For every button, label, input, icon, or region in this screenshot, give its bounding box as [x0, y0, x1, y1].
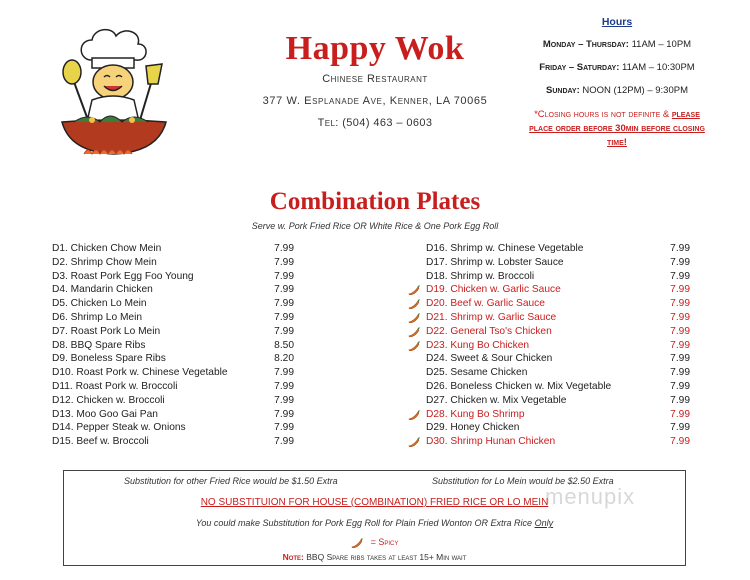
chili-pepper-icon [351, 538, 363, 548]
note [63, 552, 686, 562]
menu-item [52, 270, 302, 284]
note-text: BBQ Spare ribs takes at least 15+ Min wait [303, 552, 467, 562]
menu-item-name: D15. Beef w. Broccoli [52, 436, 149, 448]
menu-column-left [52, 242, 302, 449]
menu-item [400, 366, 690, 380]
menu-item [52, 435, 302, 449]
menu-item [52, 242, 302, 256]
menu-item-price: 7.99 [274, 311, 294, 323]
chili-pepper-icon [408, 313, 420, 323]
hours-note [522, 108, 712, 150]
hours-days: Monday – Thursday: [542, 39, 629, 50]
menu-item-name: D20. Beef w. Garlic Sauce [426, 298, 545, 310]
menu-item-price: 7.99 [274, 408, 294, 420]
substitution-lo-mein: Substitution for Lo Mein would be $2.50 Extra [432, 476, 614, 486]
menu-item [400, 242, 690, 256]
chili-pepper-icon [408, 299, 420, 309]
menu-item [400, 421, 690, 435]
menu-item-name: D2. Shrimp Chow Mein [52, 256, 157, 268]
menu-item [52, 421, 302, 435]
menu-item-price: 7.99 [670, 436, 690, 448]
menu-item-price: 7.99 [670, 408, 690, 420]
section-title: Combination Plates [269, 188, 481, 215]
menu-item-name: D4. Mandarin Chicken [52, 284, 153, 296]
menu-item-name: D13. Moo Goo Gai Pan [52, 408, 158, 420]
menu-item-price: 7.99 [274, 394, 294, 406]
menu-item-name: D8. BBQ Spare Ribs [52, 339, 146, 351]
chili-pepper-icon [408, 341, 420, 351]
menu-item-name: D11. Roast Pork w. Broccoli [52, 380, 178, 392]
menu-item [52, 408, 302, 422]
menu-item-price: 7.99 [274, 298, 294, 310]
menu-item-name: D26. Boneless Chicken w. Mix Vegetable [426, 380, 612, 392]
hours-note-emphasis: please place order before 30min before closing time! [529, 109, 705, 148]
menu-item [400, 270, 690, 284]
menu-item-name: D28. Kung Bo Shrimp [426, 408, 525, 420]
menu-item-name: D18. Shrimp w. Broccoli [426, 270, 535, 282]
menu-item-name: D25. Sesame Chicken [426, 367, 528, 379]
hours-time: 11AM – 10PM [631, 39, 692, 50]
menu-item-name: D21. Shrimp w. Garlic Sauce [426, 311, 557, 323]
chili-pepper-icon [408, 410, 420, 420]
menu-item [52, 394, 302, 408]
substitution-option-text: You could make Substitution for Pork Egg Roll for Plain Fried Wonton OR Extra Rice [195, 518, 535, 528]
menu-item-price: 7.99 [670, 243, 690, 254]
menu-item-price: 7.99 [670, 270, 690, 282]
menu-item-name: D1. Chicken Chow Mein [52, 243, 162, 254]
menu-item-price: 7.99 [274, 284, 294, 296]
menu-item-price: 8.20 [274, 353, 294, 365]
menu-item-price: 7.99 [670, 353, 690, 365]
menu-item [400, 394, 690, 408]
menu-item [52, 352, 302, 366]
menu-item-price: 7.99 [670, 298, 690, 310]
substitution-fried-rice: Substitution for other Fried Rice would be $1.50 Extra [124, 476, 338, 486]
menu-item-name: D6. Shrimp Lo Mein [52, 311, 143, 323]
substitution-option [63, 518, 686, 528]
menu-item [400, 297, 690, 311]
menu-item-name: D12. Chicken w. Broccoli [52, 394, 165, 406]
menu-item-price: 7.99 [274, 436, 294, 448]
menu-item-price: 7.99 [670, 325, 690, 337]
menu-item [400, 408, 690, 422]
spicy-legend [63, 537, 686, 548]
menu-item-name: D30. Shrimp Hunan Chicken [426, 436, 556, 448]
menu-item-name: D16. Shrimp w. Chinese Vegetable [426, 243, 584, 254]
menu-item-name: D17. Shrimp w. Lobster Sauce [426, 256, 564, 268]
menu-item-name: D22. General Tso's Chicken [426, 325, 552, 337]
menu-item-name: D23. Kung Bo Chicken [426, 339, 530, 351]
menu-item-name: D3. Roast Pork Egg Foo Young [52, 270, 194, 282]
menu-item [52, 283, 302, 297]
menu-item [400, 352, 690, 366]
hours-row [522, 62, 712, 73]
hours-panel [522, 16, 712, 150]
hours-time: 11AM – 10:30PM [622, 62, 695, 73]
menu-item-price: 7.99 [670, 394, 690, 406]
menu-item-price: 7.99 [274, 422, 294, 434]
menu-item [52, 325, 302, 339]
section-subtitle: Serve w. Pork Fried Rice OR White Rice & One Pork Egg Roll [251, 221, 499, 231]
menu-item [400, 380, 690, 394]
menu-item [400, 256, 690, 270]
hours-row [522, 85, 712, 96]
menu-item-price: 7.99 [670, 311, 690, 323]
menu-item [52, 297, 302, 311]
note-label: Note: [282, 552, 304, 562]
restaurant-subtitle: Chinese Restaurant [322, 73, 428, 85]
menu-item-price: 7.99 [274, 380, 294, 392]
menu-item-price: 7.99 [670, 284, 690, 296]
hours-row [522, 39, 712, 50]
menu-item-price: 7.99 [670, 422, 690, 434]
menu-item-price: 8.50 [274, 339, 294, 351]
menu-item-name: D14. Pepper Steak w. Onions [52, 422, 186, 434]
menu-item [52, 256, 302, 270]
menu-item-price: 7.99 [274, 256, 294, 268]
menu-item [52, 339, 302, 353]
chili-pepper-icon [408, 285, 420, 295]
menu-item [400, 311, 690, 325]
hours-days: Sunday: [546, 85, 580, 96]
menu-item-price: 7.99 [670, 380, 690, 392]
chef-logo [48, 22, 178, 162]
menu-column-right [400, 242, 690, 449]
hours-note-text: *Closing hours is not definite & [534, 109, 672, 120]
restaurant-phone: Tel: (504) 463 – 0603 [317, 117, 433, 129]
menu-item-name: D29. Honey Chicken [426, 422, 520, 434]
menu-item-name: D24. Sweet & Sour Chicken [426, 353, 553, 365]
menu-item-price: 7.99 [274, 367, 294, 379]
hours-title: Hours [601, 16, 633, 28]
menu-item [400, 435, 690, 449]
menu-item [52, 380, 302, 394]
menu-item-name: D5. Chicken Lo Mein [52, 298, 147, 310]
menu-item-name: D10. Roast Pork w. Chinese Vegetable [52, 367, 228, 379]
menu-item-price: 7.99 [274, 270, 294, 282]
menu-item-price: 7.99 [274, 325, 294, 337]
menu-item-price: 7.99 [670, 339, 690, 351]
menu-item-name: D7. Roast Pork Lo Mein [52, 325, 161, 337]
chili-pepper-icon [408, 327, 420, 337]
menu-item-name: D9. Boneless Spare Ribs [52, 353, 166, 365]
menu-item [52, 366, 302, 380]
restaurant-address: 377 W. Esplanade Ave, Kenner, LA 70065 [262, 95, 488, 107]
menu-item-name: D27. Chicken w. Mix Vegetable [426, 394, 567, 406]
menu-item-price: 7.99 [670, 367, 690, 379]
menu-item-price: 7.99 [670, 256, 690, 268]
menu-item [400, 325, 690, 339]
menu-item-name: D19. Chicken w. Garlic Sauce [426, 284, 561, 296]
substitution-only: Only [534, 518, 554, 528]
restaurant-name: Happy Wok [285, 30, 465, 67]
menu-item [400, 339, 690, 353]
menu-item [52, 311, 302, 325]
hours-time: NOON (12PM) – 9:30PM [582, 85, 688, 96]
no-substitution-notice: NO SUBSTITUION FOR HOUSE (COMBINATION) FRIED RICE OR LO MEIN [200, 497, 549, 508]
spicy-legend-label: = Spicy [370, 537, 399, 547]
chili-pepper-icon [408, 437, 420, 447]
menu-item-price: 7.99 [274, 243, 294, 254]
hours-days: Friday – Saturday: [539, 62, 620, 73]
watermark: menupix [545, 484, 636, 509]
menu-item [400, 283, 690, 297]
